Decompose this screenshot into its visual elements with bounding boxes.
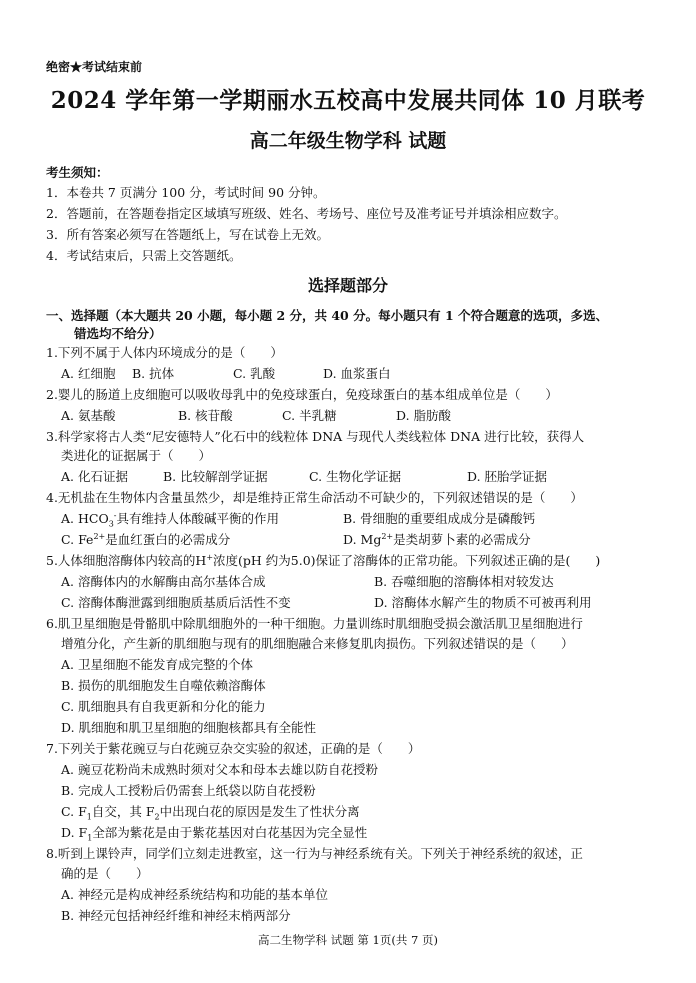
notice-heading: 考生须知： xyxy=(46,165,109,180)
q1-option-a: A. 红细胞 xyxy=(61,366,116,381)
q2-option-d: D. 脂肪酸 xyxy=(396,408,452,423)
q6-option-a: A. 卫星细胞不能发育成完整的个体 xyxy=(61,657,253,672)
q2-option-c: C. 半乳糖 xyxy=(282,408,337,423)
secret-mark: 绝密★考试结束前 xyxy=(46,60,143,74)
q2-stem: 2.婴儿的肠道上皮细胞可以吸收母乳中的免疫球蛋白，免疫球蛋白的基本组成单位是（ ） xyxy=(46,387,558,402)
q1-option-c: C. 乳酸 xyxy=(233,366,276,381)
q3-option-c: C. 生物化学证据 xyxy=(309,469,402,484)
page-footer: 高二生物学科 试题 第 1页(共 7 页) xyxy=(258,933,438,947)
q8-stem: 8.听到上课铃声，同学们立刻走进教室，这一行为与神经系统有关。下列关于神经系统的叙述，正 xyxy=(46,846,583,861)
q5-option-b: B. 吞噬细胞的溶酶体相对较发达 xyxy=(374,574,554,589)
q5-stem: 5.人体细胞溶酶体内较高的H+浓度(pH 约为5.0)保证了溶酶体的正常功能。下列叙述正确的是( ) xyxy=(46,552,601,568)
q4-stem: 4.无机盐在生物体内含量虽然少，却是维持正常生命活动不可缺少的，下列叙述错误的是（ ） xyxy=(46,490,583,505)
q6-option-b: B. 损伤的肌细胞发生自噬依赖溶酶体 xyxy=(61,678,266,693)
exam-title: 2024 学年第一学期丽水五校高中发展共同体 10 月联考 xyxy=(50,87,646,114)
q4-option-a: A. $HCO_3^-$具有维持人体酸碱平衡的作用 xyxy=(61,510,279,529)
notice-item: 2．答题前，在答题卷指定区域填写班级、姓名、考场号、座位号及准考证号并填涂相应数字。 xyxy=(46,206,567,221)
notice-item: 3．所有答案必须写在答题纸上，写在试卷上无效。 xyxy=(46,227,329,242)
notice-item: 1．本卷共 7 页满分 100 分，考试时间 90 分钟。 xyxy=(46,185,326,200)
q4-option-b: B. 骨细胞的重要组成成分是磷酸钙 xyxy=(343,511,536,526)
notice-item: 4．考试结束后，只需上交答题纸。 xyxy=(46,248,242,263)
q8-option-a: A. 神经元是构成神经系统结构和功能的基本单位 xyxy=(61,887,328,902)
q8-option-b: B. 神经元包括神经纤维和神经末梢两部分 xyxy=(61,908,291,923)
q3-option-a: A. 化石证据 xyxy=(61,469,128,484)
q7-option-a: A. 豌豆花粉尚未成熟时须对父本和母本去雄以防自花授粉 xyxy=(61,762,378,777)
q1-option-b: B. 抗体 xyxy=(132,366,175,381)
section-title: 选择题部分 xyxy=(307,276,388,295)
q6-option-c: C. 肌细胞具有自我更新和分化的能力 xyxy=(61,699,266,714)
q3-stem-cont: 类进化的证据属于（ ） xyxy=(61,448,212,463)
q5-option-a: A. 溶酶体内的水解酶由高尔基体合成 xyxy=(61,574,266,589)
q1-option-d: D. 血浆蛋白 xyxy=(323,366,391,381)
q4-option-c: C. $Fe^{2+}$是血红蛋白的必需成分 xyxy=(61,531,231,547)
exam-subtitle: 高二年级生物学科 试题 xyxy=(249,130,447,152)
q4-option-d: D. $Mg^{2+}$是类胡萝卜素的必需成分 xyxy=(343,531,531,547)
q6-stem: 6.肌卫星细胞是骨骼肌中除肌细胞外的一种干细胞。力量训练时肌细胞受损会激活肌卫星细胞进行 xyxy=(46,616,583,631)
q5-option-d: D. 溶酶体水解产生的物质不可被再利用 xyxy=(374,595,592,610)
section-instruction: 一、选择题（本大题共 20 小题，每小题 2 分，共 40 分。每小题只有 1 个符合题意的选项，多选、 xyxy=(46,308,609,323)
q3-option-d: D. 胚胎学证据 xyxy=(467,469,548,484)
q7-option-b: B. 完成人工授粉后仍需套上纸袋以防自花授粉 xyxy=(61,783,316,798)
q5-option-c: C. 溶酶体酶泄露到细胞质基质后活性不变 xyxy=(61,595,291,610)
section-instruction-cont: 错选均不给分） xyxy=(74,326,162,341)
q8-stem-cont: 确的是（ ） xyxy=(61,866,149,881)
q2-option-b: B. 核苷酸 xyxy=(178,408,233,423)
q7-stem: 7.下列关于紫花豌豆与白花豌豆杂交实验的叙述，正确的是（ ） xyxy=(46,741,421,756)
q7-option-c: C. $F_1$自交，其 $F_2$中出现白花的原因是发生了性状分离 xyxy=(61,804,360,822)
q2-option-a: A. 氨基酸 xyxy=(61,408,116,423)
q3-stem: 3.科学家将古人类“尼安德特人”化石中的线粒体 DNA 与现代人类线粒体 DNA 进行比较，获得人 xyxy=(46,429,585,444)
q6-stem-cont: 增殖分化，产生新的肌细胞与现有的肌细胞融合来修复肌肉损伤。下列叙述错误的是（ ） xyxy=(61,636,574,651)
q7-option-d: D. $F_1$全部为紫花是由于紫花基因对白花基因为完全显性 xyxy=(61,825,368,843)
q3-option-b: B. 比较解剖学证据 xyxy=(163,469,268,484)
q1-stem: 1.下列不属于人体内环境成分的是（ ） xyxy=(46,345,283,360)
q6-option-d: D. 肌细胞和肌卫星细胞的细胞核都具有全能性 xyxy=(61,720,317,735)
